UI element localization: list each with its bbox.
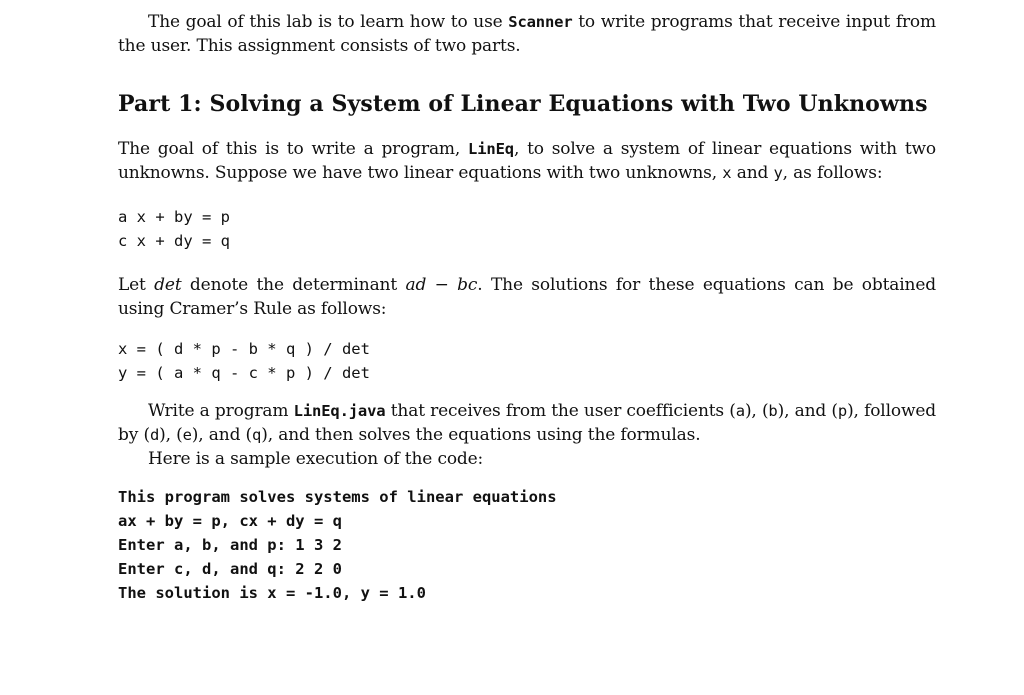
goal-code-y: y bbox=[773, 164, 783, 182]
sample-intro: Here is a sample execution of the code: bbox=[148, 449, 484, 469]
section-title: Part 1: Solving a System of Linear Equations with Two Unknowns bbox=[118, 91, 928, 117]
equation-line: c x + dy = q bbox=[118, 232, 230, 250]
det-minus: − bbox=[426, 275, 458, 295]
write-text-3: ), ( bbox=[744, 401, 769, 421]
output-line: Enter c, d, and q: 2 2 0 bbox=[118, 560, 342, 578]
formulas-block bbox=[118, 337, 370, 385]
intro-text-1: The goal of this lab is to learn how to use bbox=[148, 12, 509, 32]
det-text-1: Let bbox=[118, 275, 155, 295]
write-code-filename: LinEq.java bbox=[293, 402, 386, 420]
goal-text-2: , to solve a system of linear equations with two unknowns. Suppose we have two linear equations with two unknowns, bbox=[118, 139, 936, 183]
det-bc: bc bbox=[457, 275, 478, 295]
formula-line: x = ( d * p - b * q ) / det bbox=[118, 340, 370, 358]
det-text-3: . The solutions for these equations can be obtained using Cramer’s Rule as follows: bbox=[118, 275, 937, 319]
goal-text-1: The goal of this is to write a program, bbox=[118, 139, 469, 159]
equation-line: a x + by = p bbox=[118, 208, 230, 226]
write-text-6: ), ( bbox=[159, 425, 183, 445]
determinant-paragraph bbox=[118, 273, 936, 321]
intro-code-scanner: Scanner bbox=[508, 13, 573, 31]
intro-text-2: to write programs that receive input from the user. This assignment consists of two parts. bbox=[118, 12, 936, 56]
write-text-8: ), and then solves the equations using the formulas. bbox=[261, 425, 701, 445]
intro-paragraph bbox=[118, 10, 936, 58]
det-italic: det bbox=[154, 275, 182, 295]
write-text-2: that receives from the user coefficients ( bbox=[385, 401, 736, 421]
write-text-7: ), and ( bbox=[191, 425, 253, 445]
coef-q: q bbox=[252, 426, 262, 444]
det-text-2: denote the determinant bbox=[181, 275, 406, 295]
write-text-4: ), and ( bbox=[777, 401, 838, 421]
goal-paragraph bbox=[118, 137, 936, 185]
goal-text-3: and bbox=[731, 163, 774, 183]
write-text-1: Write a program bbox=[148, 401, 294, 421]
write-paragraph bbox=[118, 399, 936, 447]
formula-line: y = ( a * q - c * p ) / det bbox=[118, 364, 370, 382]
det-ad: ad bbox=[405, 275, 427, 295]
coef-d: d bbox=[149, 426, 160, 444]
coef-p: p bbox=[837, 402, 848, 420]
goal-code-lineq: LinEq bbox=[468, 140, 514, 158]
output-line: The solution is x = -1.0, y = 1.0 bbox=[118, 584, 426, 602]
coef-b: b bbox=[768, 402, 778, 420]
equations-block bbox=[118, 205, 230, 253]
goal-text-4: , as follows: bbox=[782, 163, 883, 183]
output-line: This program solves systems of linear equations bbox=[118, 488, 557, 506]
output-line: ax + by = p, cx + dy = q bbox=[118, 512, 342, 530]
write-text-5: ), followed by ( bbox=[118, 401, 936, 445]
coef-a: a bbox=[735, 402, 745, 420]
output-line: Enter a, b, and p: 1 3 2 bbox=[118, 536, 342, 554]
sample-output-block bbox=[118, 485, 557, 605]
goal-code-x: x bbox=[722, 164, 732, 182]
coef-e: e bbox=[182, 426, 192, 444]
